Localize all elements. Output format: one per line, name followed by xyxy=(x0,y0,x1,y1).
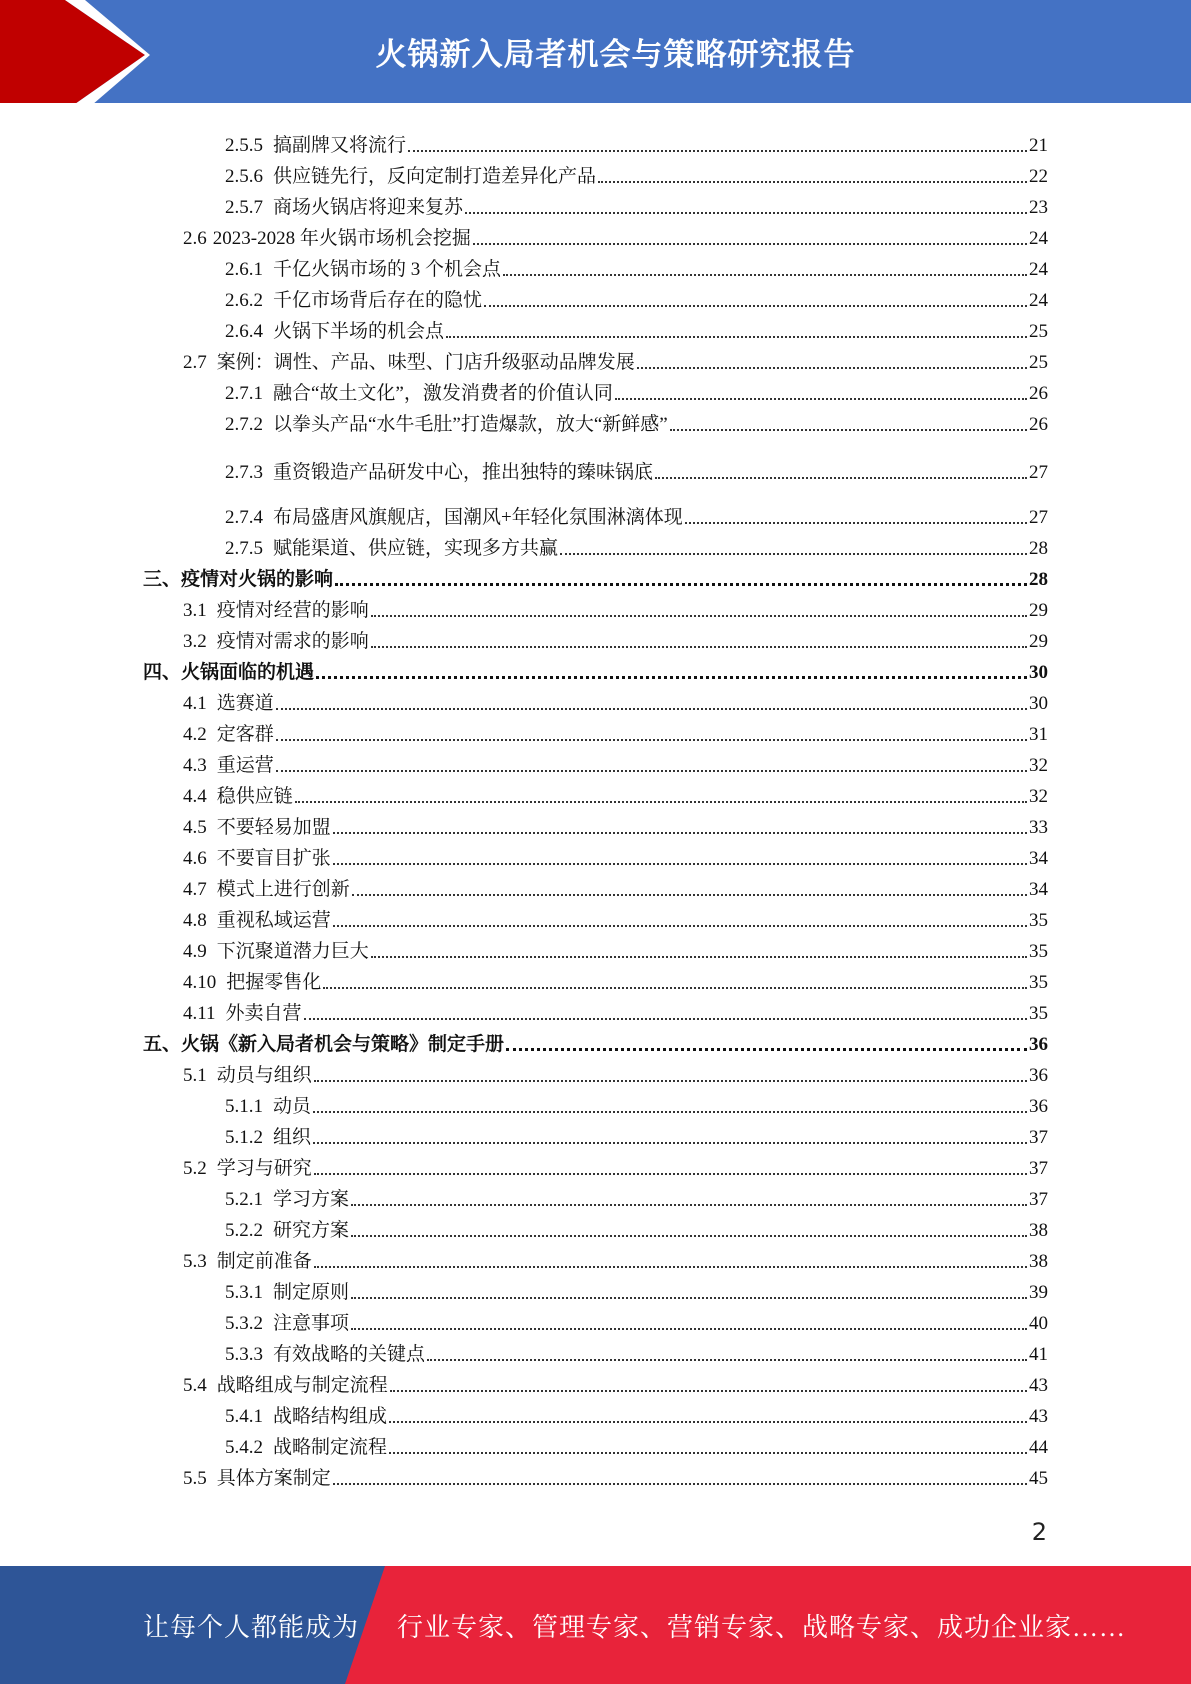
toc-entry-number: 2.7.1 xyxy=(225,383,263,404)
toc-entry-number: 5.1.2 xyxy=(225,1127,263,1148)
toc-entry-number: 2.6 xyxy=(183,228,207,249)
toc-entry-page: 26 xyxy=(1029,383,1048,404)
toc-entry[interactable] xyxy=(183,592,1048,622)
toc-dot-leader xyxy=(598,180,1027,183)
toc-entry-label: 火锅下半场的机会点 xyxy=(273,321,445,342)
toc-entry-number: 3.2 xyxy=(183,631,207,652)
toc-entry-page: 35 xyxy=(1029,972,1048,993)
toc-entry-label: 模式上进行创新 xyxy=(216,879,350,900)
toc-entry-page: 35 xyxy=(1029,910,1048,931)
toc-entry-page: 43 xyxy=(1029,1406,1048,1427)
toc-entry-number: 2.6.2 xyxy=(225,290,263,311)
toc-entry-label: 案例：调性、产品、味型、门店升级驱动品牌发展 xyxy=(216,352,635,373)
toc-entry[interactable] xyxy=(183,220,1048,250)
toc-entry-label: 组织 xyxy=(273,1127,312,1148)
toc-entry-page: 29 xyxy=(1029,631,1048,652)
toc-dot-leader xyxy=(314,1172,1027,1175)
toc-entry-number: 4.8 xyxy=(183,910,207,931)
toc-entry-number: 4.11 xyxy=(183,1003,216,1024)
toc-entry-page: 37 xyxy=(1029,1127,1048,1148)
toc-entry-number: 2.7.2 xyxy=(225,414,263,435)
toc-entry-number: 4.1 xyxy=(183,693,207,714)
toc-entry-page: 22 xyxy=(1029,166,1048,187)
toc-entry-number: 2.6.1 xyxy=(225,259,263,280)
toc-entry-page: 38 xyxy=(1029,1251,1048,1272)
toc-entry-label: 供应链先行，反向定制打造差异化产品 xyxy=(273,166,597,187)
toc-entry-label: 战略制定流程 xyxy=(273,1437,388,1458)
toc-entry-page: 27 xyxy=(1029,462,1048,483)
toc-entry[interactable] xyxy=(225,375,1048,405)
toc-entry[interactable] xyxy=(183,747,1048,777)
toc-dot-leader xyxy=(637,366,1027,369)
toc-entry-number: 5.3.3 xyxy=(225,1344,263,1365)
toc-entry[interactable] xyxy=(183,344,1048,374)
toc-dot-leader xyxy=(316,675,1027,679)
toc-entry[interactable] xyxy=(143,654,1048,684)
toc-entry-page: 28 xyxy=(1029,569,1048,590)
toc-entry-number: 2.5.5 xyxy=(225,135,263,156)
toc-dot-leader xyxy=(351,1203,1027,1206)
toc-dot-leader xyxy=(615,397,1027,400)
toc-entry-page: 37 xyxy=(1029,1158,1048,1179)
toc-entry-page: 24 xyxy=(1029,259,1048,280)
toc-entry[interactable] xyxy=(183,1150,1048,1180)
toc-entry-page: 23 xyxy=(1029,197,1048,218)
toc-entry-number: 5.4 xyxy=(183,1375,207,1396)
toc-entry-number: 5.2.1 xyxy=(225,1189,263,1210)
toc-entry[interactable] xyxy=(183,871,1048,901)
toc-entry-number: 4.5 xyxy=(183,817,207,838)
toc-entry-label: 学习方案 xyxy=(273,1189,350,1210)
toc-entry-number: 2.7.3 xyxy=(225,462,263,483)
toc-entry-label: 定客群 xyxy=(216,724,274,745)
toc-entry-label: 商场火锅店将迎来复苏 xyxy=(273,197,464,218)
toc-entry-page: 32 xyxy=(1029,755,1048,776)
page-number: 2 xyxy=(1031,1518,1047,1546)
toc-dot-leader xyxy=(389,1420,1027,1423)
toc-entry-label: 疫情对需求的影响 xyxy=(216,631,369,652)
toc-entry-page: 25 xyxy=(1029,352,1048,373)
toc-entry-page: 35 xyxy=(1029,1003,1048,1024)
toc-dot-leader xyxy=(503,273,1027,276)
toc-entry-label: 注意事项 xyxy=(273,1313,350,1334)
toc-entry-number: 三、 xyxy=(143,569,182,590)
toc-entry[interactable] xyxy=(225,454,1048,484)
toc-dot-leader xyxy=(371,614,1027,617)
toc-entry-number: 2.7.5 xyxy=(225,538,263,559)
toc-dot-leader xyxy=(408,149,1027,152)
toc-entry-label: 动员 xyxy=(273,1096,312,1117)
toc-entry[interactable] xyxy=(183,964,1048,994)
toc-dot-leader xyxy=(390,1389,1027,1392)
toc-dot-leader xyxy=(389,1451,1027,1454)
toc-entry-label: 疫情对火锅的影响 xyxy=(181,569,334,590)
toc-dot-leader xyxy=(484,304,1027,307)
page-footer xyxy=(0,1566,1191,1684)
toc-entry-number: 2.5.6 xyxy=(225,166,263,187)
toc-entry-number: 2.7 xyxy=(183,352,207,373)
toc-entry-number: 5.3.1 xyxy=(225,1282,263,1303)
toc-entry-label: 战略结构组成 xyxy=(273,1406,388,1427)
toc-entry-number: 4.7 xyxy=(183,879,207,900)
toc-entry-label: 千亿火锅市场的 3 个机会点 xyxy=(273,259,502,280)
toc-entry[interactable] xyxy=(225,1088,1048,1118)
toc-dot-leader xyxy=(276,738,1027,741)
report-title: 火锅新入局者机会与策略研究报告 xyxy=(375,37,856,73)
toc-dot-leader xyxy=(295,800,1027,803)
toc-dot-leader xyxy=(670,428,1027,431)
toc-entry[interactable] xyxy=(225,313,1048,343)
toc-dot-leader xyxy=(351,1234,1027,1237)
toc-entry-label: 战略组成与制定流程 xyxy=(216,1375,388,1396)
toc-entry-label: 重运营 xyxy=(216,755,274,776)
footer-roles: 行业专家、管理专家、营销专家、战略专家、成功企业家…… xyxy=(397,1612,1127,1642)
toc-entry-label: 千亿市场背后存在的隐忧 xyxy=(273,290,483,311)
toc-entry-label: 选赛道 xyxy=(216,693,274,714)
toc-entry-number: 5.4.1 xyxy=(225,1406,263,1427)
toc-entry-number: 5.5 xyxy=(183,1468,207,1489)
toc-entry[interactable] xyxy=(183,716,1048,746)
toc-entry-number: 4.3 xyxy=(183,755,207,776)
toc-entry-page: 34 xyxy=(1029,879,1048,900)
toc-entry-page: 32 xyxy=(1029,786,1048,807)
toc-entry-label: 学习与研究 xyxy=(216,1158,312,1179)
toc-entry[interactable] xyxy=(225,1119,1048,1149)
toc-entry[interactable] xyxy=(183,933,1048,963)
toc-entry[interactable] xyxy=(183,902,1048,932)
toc-entry-label: 搞副牌又将流行 xyxy=(273,135,407,156)
toc-entry-label: 2023-2028 年火锅市场机会挖掘 xyxy=(212,228,471,249)
toc-entry[interactable] xyxy=(225,282,1048,312)
toc-entry-label: 制定前准备 xyxy=(216,1251,312,1272)
toc-entry-label: 不要盲目扩张 xyxy=(216,848,331,869)
toc-entry-number: 5.2.2 xyxy=(225,1220,263,1241)
toc-entry-label: 稳供应链 xyxy=(216,786,293,807)
toc-entry[interactable] xyxy=(225,1305,1048,1335)
page-header xyxy=(0,0,1191,111)
toc-entry[interactable] xyxy=(183,685,1048,715)
toc-entry-label: 赋能渠道、供应链，实现多方共赢 xyxy=(273,538,559,559)
toc-entry[interactable] xyxy=(225,1336,1048,1366)
toc-dot-leader xyxy=(313,1141,1027,1144)
toc-entry-label: 火锅面临的机遇 xyxy=(181,662,315,683)
toc-entry-page: 30 xyxy=(1029,693,1048,714)
toc-entry-page: 36 xyxy=(1029,1034,1048,1055)
toc-entry-label: 动员与组织 xyxy=(216,1065,312,1086)
toc-dot-leader xyxy=(333,1482,1027,1485)
toc-entry-number: 5.1.1 xyxy=(225,1096,263,1117)
toc-entry[interactable] xyxy=(225,530,1048,560)
toc-entry-label: 研究方案 xyxy=(273,1220,350,1241)
toc-dot-leader xyxy=(333,924,1027,927)
toc-dot-leader xyxy=(427,1358,1027,1361)
toc-entry-label: 具体方案制定 xyxy=(216,1468,331,1489)
toc-entry[interactable] xyxy=(183,995,1048,1025)
toc-dot-leader xyxy=(371,645,1027,648)
toc-entry-number: 4.4 xyxy=(183,786,207,807)
toc-entry[interactable] xyxy=(183,623,1048,653)
toc-entry-page: 38 xyxy=(1029,1220,1048,1241)
toc-entry-page: 36 xyxy=(1029,1065,1048,1086)
toc-dot-leader xyxy=(314,1265,1027,1268)
toc-dot-leader xyxy=(333,862,1027,865)
toc-entry[interactable] xyxy=(183,840,1048,870)
toc-dot-leader xyxy=(314,1079,1027,1082)
toc-entry-label: 下沉聚道潜力巨大 xyxy=(216,941,369,962)
toc-entry-number: 2.7.4 xyxy=(225,507,263,528)
toc-entry-number: 5.1 xyxy=(183,1065,207,1086)
toc-entry-page: 37 xyxy=(1029,1189,1048,1210)
toc-dot-leader xyxy=(323,986,1027,989)
toc-entry[interactable] xyxy=(225,406,1048,436)
toc-entry-page: 27 xyxy=(1029,507,1048,528)
toc-entry-page: 30 xyxy=(1029,662,1048,683)
toc-entry-page: 34 xyxy=(1029,848,1048,869)
toc-entry-page: 44 xyxy=(1029,1437,1048,1458)
toc-entry-number: 5.4.2 xyxy=(225,1437,263,1458)
toc-entry[interactable] xyxy=(183,778,1048,808)
toc-entry-page: 43 xyxy=(1029,1375,1048,1396)
toc-entry[interactable] xyxy=(225,1274,1048,1304)
toc-entry-page: 39 xyxy=(1029,1282,1048,1303)
toc-entry-page: 45 xyxy=(1029,1468,1048,1489)
toc-entry-label: 制定原则 xyxy=(273,1282,350,1303)
toc-entry-number: 四、 xyxy=(143,662,182,683)
toc-entry-label: 疫情对经营的影响 xyxy=(216,600,369,621)
toc-entry[interactable] xyxy=(225,1212,1048,1242)
toc-dot-leader xyxy=(304,1017,1027,1020)
toc-dot-leader xyxy=(276,707,1027,710)
toc-entry-label: 有效战略的关键点 xyxy=(273,1344,426,1365)
toc-entry[interactable] xyxy=(225,1181,1048,1211)
toc-entry-number: 4.9 xyxy=(183,941,207,962)
toc-dot-leader xyxy=(506,1047,1027,1051)
toc-entry[interactable] xyxy=(225,158,1048,188)
toc-dot-leader xyxy=(371,955,1027,958)
toc-dot-leader xyxy=(313,1110,1027,1113)
toc-entry-label: 重资锻造产品研发中心，推出独特的臻味锅底 xyxy=(273,462,654,483)
toc-dot-leader xyxy=(446,335,1027,338)
toc-entry-label: 不要轻易加盟 xyxy=(216,817,331,838)
toc-entry-page: 41 xyxy=(1029,1344,1048,1365)
toc-entry-label: 布局盛唐风旗舰店，国潮风+年轻化氛围淋漓体现 xyxy=(273,507,683,528)
toc-entry-page: 40 xyxy=(1029,1313,1048,1334)
toc-entry-number: 五、 xyxy=(143,1034,182,1055)
toc-dot-leader xyxy=(685,521,1027,524)
toc-entry-page: 31 xyxy=(1029,724,1048,745)
toc-dot-leader xyxy=(560,552,1027,555)
toc-dot-leader xyxy=(465,211,1027,214)
toc-entry-page: 24 xyxy=(1029,290,1048,311)
toc-entry-page: 33 xyxy=(1029,817,1048,838)
toc-entry[interactable] xyxy=(183,1057,1048,1087)
toc-entry[interactable] xyxy=(183,1460,1048,1490)
toc-entry-page: 28 xyxy=(1029,538,1048,559)
toc-entry-label: 外卖自营 xyxy=(225,1003,302,1024)
toc-entry-label: 融合“故土文化”，激发消费者的价值认同 xyxy=(273,383,613,404)
toc-dot-leader xyxy=(351,1296,1027,1299)
toc-entry-number: 5.2 xyxy=(183,1158,207,1179)
toc-dot-leader xyxy=(352,893,1027,896)
toc-entry[interactable] xyxy=(225,1398,1048,1428)
toc-dot-leader xyxy=(655,476,1027,479)
toc-dot-leader xyxy=(351,1327,1027,1330)
toc-entry-number: 5.3 xyxy=(183,1251,207,1272)
toc-entry-number: 3.1 xyxy=(183,600,207,621)
toc-entry-number: 4.2 xyxy=(183,724,207,745)
toc-entry-label: 把握零售化 xyxy=(226,972,322,993)
toc-entry[interactable] xyxy=(225,251,1048,281)
toc-entry-page: 24 xyxy=(1029,228,1048,249)
toc-entry-page: 26 xyxy=(1029,414,1048,435)
toc-entry-label: 以拳头产品“水牛毛肚”打造爆款，放大“新鲜感” xyxy=(273,414,668,435)
footer-slogan: 让每个人都能成为 xyxy=(143,1612,360,1642)
toc-entry[interactable] xyxy=(183,1243,1048,1273)
toc-entry-label: 重视私域运营 xyxy=(216,910,331,931)
toc-entry[interactable] xyxy=(183,1367,1048,1397)
toc-entry[interactable] xyxy=(225,127,1048,157)
toc-entry[interactable] xyxy=(225,189,1048,219)
toc-entry-page: 36 xyxy=(1029,1096,1048,1117)
toc-entry-number: 5.3.2 xyxy=(225,1313,263,1334)
toc-entry-number: 4.10 xyxy=(183,972,217,993)
toc-entry-number: 2.5.7 xyxy=(225,197,263,218)
toc-dot-leader xyxy=(335,582,1027,586)
toc-entry-number: 4.6 xyxy=(183,848,207,869)
toc-entry-page: 35 xyxy=(1029,941,1048,962)
toc-entry-page: 25 xyxy=(1029,321,1048,342)
toc-dot-leader xyxy=(473,242,1027,245)
toc-entry-page: 29 xyxy=(1029,600,1048,621)
toc-entry[interactable] xyxy=(225,499,1048,529)
toc-dot-leader xyxy=(333,831,1027,834)
toc-entry[interactable] xyxy=(143,1026,1048,1056)
toc-entry-label: 火锅《新入局者机会与策略》制定手册 xyxy=(181,1034,505,1055)
toc-entry-number: 2.6.4 xyxy=(225,321,263,342)
toc-entry[interactable] xyxy=(225,1429,1048,1459)
toc-entry-page: 21 xyxy=(1029,135,1048,156)
toc-entry[interactable] xyxy=(143,561,1048,591)
toc-entry[interactable] xyxy=(183,809,1048,839)
toc-dot-leader xyxy=(276,769,1027,772)
